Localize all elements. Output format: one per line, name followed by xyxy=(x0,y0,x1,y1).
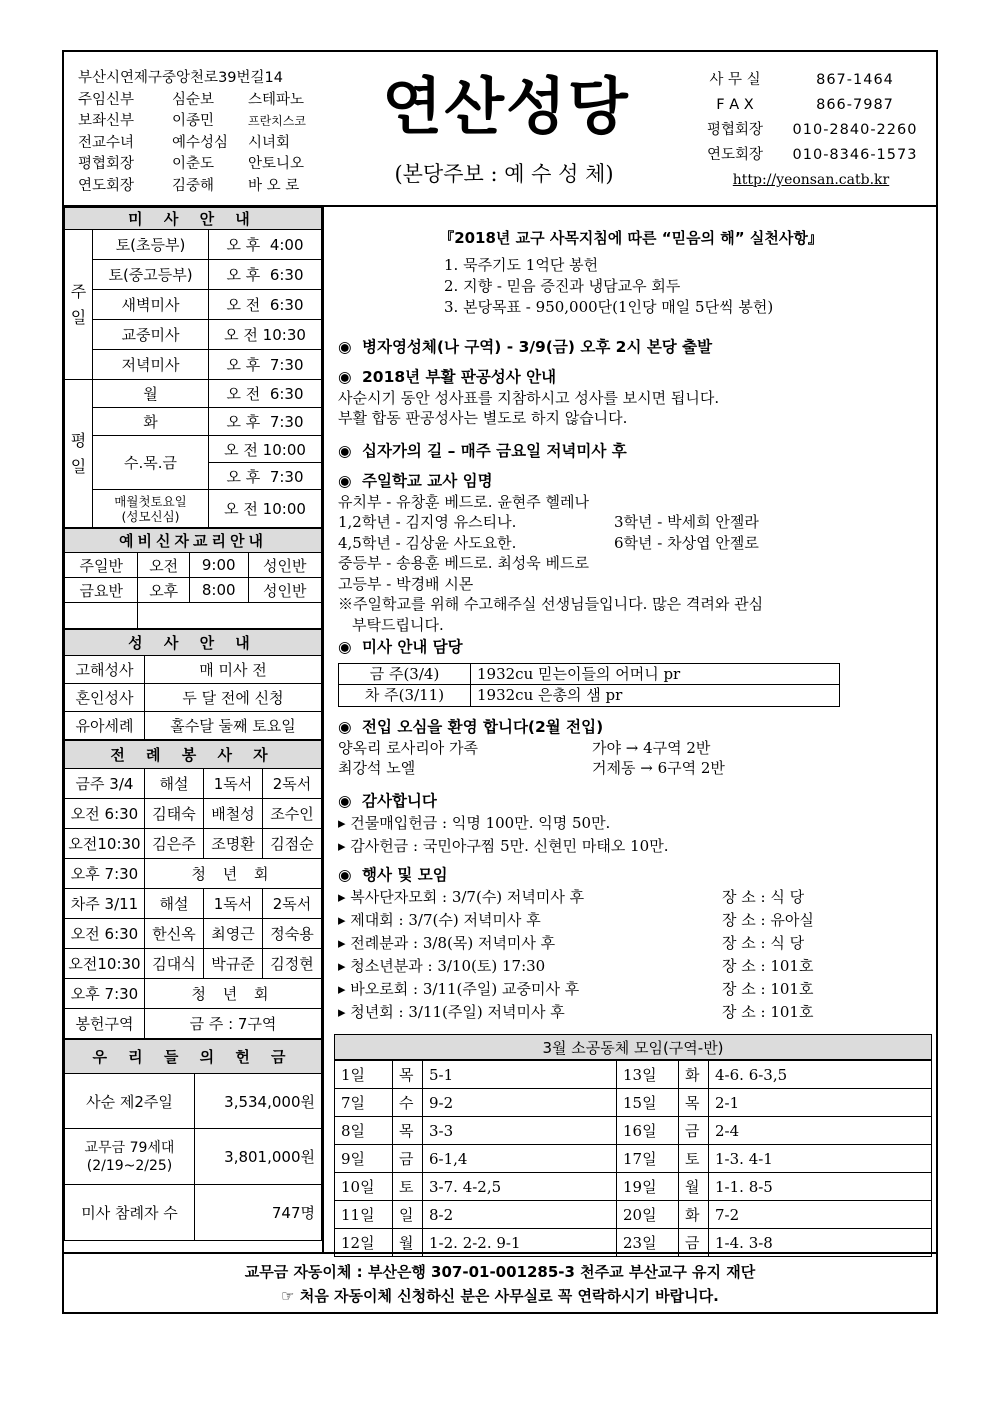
mass-schedule-table xyxy=(64,207,322,528)
table-row xyxy=(335,1145,932,1173)
contact-label: 사 무 실 xyxy=(709,72,761,88)
donations-table xyxy=(64,1039,322,1241)
bullet-icon: ◉ xyxy=(338,472,352,490)
contact-row xyxy=(686,93,926,118)
event-place: 장 소 : 101호 xyxy=(722,979,814,998)
staff-name: 예수성심 xyxy=(172,134,229,151)
role-header: 2독서 xyxy=(263,889,322,919)
group-weekday: 목 xyxy=(679,1089,709,1117)
sunday-label: 주 일 xyxy=(65,230,93,380)
staff-role: 평협회장 xyxy=(78,156,135,172)
notice-heading: 주일학교 교사 임명 xyxy=(362,472,493,490)
staff-extra: 프란치스코 xyxy=(248,114,306,128)
mass-name: 토(중고등부) xyxy=(93,260,209,290)
table-row xyxy=(335,1061,932,1089)
notice-heading: 감사합니다 xyxy=(362,792,437,810)
notice-heading: 미사 안내 담당 xyxy=(362,638,463,656)
staff-extra: 안토니오 xyxy=(248,156,305,172)
contact-label: 평협회장 xyxy=(706,122,764,138)
family-move: 가야 → 4구역 2반 xyxy=(592,738,711,757)
mass-name: 수.목.금 xyxy=(93,436,209,490)
server-name: 최영근 xyxy=(204,919,263,949)
group-weekday: 토 xyxy=(393,1173,423,1201)
family-name: 양옥리 로사리아 가족 xyxy=(338,738,478,757)
teachers-notice xyxy=(338,471,763,635)
group-list: 2-1 xyxy=(709,1089,932,1117)
group-day: 13일 xyxy=(617,1061,679,1089)
contact-value: 010-2840-2260 xyxy=(792,122,918,138)
mass-time: 오 후 7:30 xyxy=(209,350,322,380)
mass-time: 오전10:30 xyxy=(65,829,145,859)
teacher-text: 6학년 - 차상엽 안젤로 xyxy=(614,533,759,552)
bullet-icon: ◉ xyxy=(338,866,352,884)
donation-label: 사순 제2주일 xyxy=(65,1074,195,1129)
bulletin-page xyxy=(62,50,938,1314)
staff-role: 전교수녀 xyxy=(78,134,135,151)
guide-week: 차 주(3/11) xyxy=(339,685,471,707)
event-line xyxy=(338,886,814,909)
staff-name: 이종민 xyxy=(172,113,215,129)
table-row xyxy=(335,1201,932,1229)
notice-line: ※주일학교를 위해 수고해주실 선생님들입니다. 많은 격려와 관심 xyxy=(338,595,764,613)
stations-notice xyxy=(338,441,627,462)
server-name: 김정현 xyxy=(263,949,322,979)
contact-row xyxy=(686,143,926,168)
group-weekday: 목 xyxy=(393,1061,423,1089)
notice-heading: 십자가의 길 – 매주 금요일 저녁미사 후 xyxy=(362,442,627,460)
staff-row xyxy=(78,111,338,133)
mass-name: 화 xyxy=(93,408,209,436)
contact-label: 연도회장 xyxy=(706,147,764,163)
group-day: 10일 xyxy=(335,1173,393,1201)
liturgy-servers-table xyxy=(64,740,322,1039)
event-name: ▸ 청년회 : 3/11(주일) 저녁미사 후 xyxy=(338,1002,565,1021)
easter-confession-notice xyxy=(338,367,719,429)
mass-name: 매월첫토요일 (성모신심) xyxy=(93,490,209,528)
sacrament-heading: 성 사 안 내 xyxy=(65,630,322,656)
mass-time: 오전 6:30 xyxy=(65,799,145,829)
guide-text: 1932cu 은총의 샘 pr xyxy=(471,685,840,707)
teacher-line xyxy=(338,574,763,595)
group-day: 7일 xyxy=(335,1089,393,1117)
mass-time: 오 전 10:00 xyxy=(209,436,322,463)
group-weekday: 금 xyxy=(679,1117,709,1145)
mass-time: 오전10:30 xyxy=(65,949,145,979)
mass-name: 월 xyxy=(93,380,209,408)
guide-week: 금 주(3/4) xyxy=(339,663,471,685)
group-day: 15일 xyxy=(617,1089,679,1117)
mass-time: 오 전 10:30 xyxy=(209,320,322,350)
event-place: 장 소 : 101호 xyxy=(722,1002,814,1021)
staff-extra: 스테파노 xyxy=(248,91,305,108)
class-time: 8:00 xyxy=(189,578,248,603)
family-name: 최강석 노엘 xyxy=(338,759,416,777)
event-place: 장 소 : 식 당 xyxy=(722,933,805,952)
address-text: 부산시연제구중앙천로39번길14 xyxy=(78,70,283,86)
group-day: 1일 xyxy=(335,1061,393,1089)
week-date: 차주 3/11 xyxy=(65,889,145,919)
donation-value: 747명 xyxy=(195,1185,322,1241)
server-name: 김은주 xyxy=(145,829,204,859)
staff-row xyxy=(78,90,338,112)
class-place: 성인반 xyxy=(248,553,321,578)
parish-title: 연산성당 xyxy=(382,70,630,143)
contact-value: 867-1464 xyxy=(816,72,894,88)
sacrament-name: 혼인성사 xyxy=(65,684,145,712)
server-name: 김태숙 xyxy=(145,799,204,829)
donations-heading: 우 리 들 의 헌 금 xyxy=(65,1040,322,1074)
server-name: 김대식 xyxy=(145,949,204,979)
contact-info xyxy=(686,68,926,193)
contact-label: F A X xyxy=(716,97,754,113)
welcome-notice xyxy=(338,717,725,779)
event-name: ▸ 복사단자모회 : 3/7(수) 저녁미사 후 xyxy=(338,887,585,906)
group-list: 1-4. 3-8 xyxy=(709,1229,932,1257)
contact-row xyxy=(686,68,926,93)
bullet-icon: ◉ xyxy=(338,638,352,656)
donation-label: 미사 참례자 수 xyxy=(65,1185,195,1241)
group-list: 5-1 xyxy=(423,1061,617,1089)
staff-name: 심순보 xyxy=(172,91,215,108)
parish-staff-info xyxy=(78,68,338,197)
left-column xyxy=(64,207,324,1252)
contact-value: 866-7987 xyxy=(816,97,894,113)
bullet-icon: ◉ xyxy=(338,368,352,386)
teacher-text: 중등부 - 송용훈 베드로. 최성욱 베드로 xyxy=(338,554,590,572)
event-line xyxy=(338,909,814,932)
group-list: 1-2. 2-2. 9-1 xyxy=(423,1229,617,1257)
teacher-line xyxy=(338,492,763,513)
events-notice xyxy=(338,865,814,1024)
event-place: 장 소 : 101호 xyxy=(722,956,814,975)
group-list: 2-4 xyxy=(709,1117,932,1145)
teacher-text: 1,2학년 - 김지영 유스티나. xyxy=(338,513,517,531)
server-name: 김점순 xyxy=(263,829,322,859)
contact-row xyxy=(686,118,926,143)
group-list: 3-7. 4-2,5 xyxy=(423,1173,617,1201)
sacrament-name: 유아세례 xyxy=(65,712,145,740)
group-weekday: 금 xyxy=(393,1145,423,1173)
week-date: 금주 3/4 xyxy=(65,769,145,799)
staff-name: 이춘도 xyxy=(172,156,215,172)
bullet-icon: ◉ xyxy=(338,338,352,356)
parish-website-link[interactable]: http://yeonsan.catb.kr xyxy=(732,172,890,188)
pastoral-list xyxy=(444,255,773,318)
right-column xyxy=(326,207,936,1252)
notice-heading: 2018년 부활 판공성사 안내 xyxy=(362,368,557,386)
server-group: 청 년 회 xyxy=(145,859,322,889)
sacrament-name: 고해성사 xyxy=(65,656,145,684)
group-day: 17일 xyxy=(617,1145,679,1173)
group-weekday: 목 xyxy=(393,1117,423,1145)
donation-value: 3,801,000원 xyxy=(195,1129,322,1185)
group-weekday: 금 xyxy=(679,1229,709,1257)
mass-guide-table xyxy=(338,663,840,707)
role-header: 1독서 xyxy=(204,769,263,799)
server-name: 한신옥 xyxy=(145,919,204,949)
group-list: 3-3 xyxy=(423,1117,617,1145)
role-header: 2독서 xyxy=(263,769,322,799)
small-groups-section xyxy=(334,1034,932,1257)
staff-extra: 바 오 로 xyxy=(248,177,300,194)
mass-guide-notice xyxy=(338,637,840,707)
mass-time: 오 후 6:30 xyxy=(209,260,322,290)
pastoral-item: 1. 묵주기도 1억단 봉헌 xyxy=(444,256,599,274)
staff-extra: 시녀회 xyxy=(248,134,291,151)
bulletin-footer xyxy=(64,1252,936,1312)
sacrament-info: 홀수달 둘째 토요일 xyxy=(145,712,322,740)
mass-time: 오 후 7:30 xyxy=(209,463,322,490)
notice-line: 부탁드립니다. xyxy=(352,615,444,634)
group-day: 11일 xyxy=(335,1201,393,1229)
mass-time: 오 전 6:30 xyxy=(209,290,322,320)
mass-name: 새벽미사 xyxy=(93,290,209,320)
bullet-icon: ◉ xyxy=(338,792,352,810)
group-day: 20일 xyxy=(617,1201,679,1229)
teacher-text: 유치부 - 유창훈 베드로. 윤현주 헬레나 xyxy=(338,492,590,511)
group-list: 6-1,4 xyxy=(423,1145,617,1173)
server-group: 청 년 회 xyxy=(145,979,322,1009)
server-name: 배철성 xyxy=(204,799,263,829)
bulletin-header xyxy=(64,52,936,207)
offering-value: 금 주 : 7구역 xyxy=(145,1009,322,1039)
guide-text: 1932cu 믿는이들의 어머니 pr xyxy=(471,663,840,685)
pastoral-item: 3. 본당목표 - 950,000단(1인당 매일 5단씩 봉헌) xyxy=(444,298,774,316)
event-line xyxy=(338,978,814,1001)
auto-transfer-note: ☞ 처음 자동이체 신청하신 분은 사무실로 꼭 연락하시기 바랍니다. xyxy=(281,1287,719,1305)
catechism-table xyxy=(64,528,322,629)
donation-label: 교무금 79세대 (2/19~2/25) xyxy=(65,1129,195,1185)
teacher-line xyxy=(338,512,763,533)
teacher-text: 3학년 - 박세희 안젤라 xyxy=(614,513,759,531)
group-weekday: 토 xyxy=(679,1145,709,1173)
mass-name: 토(초등부) xyxy=(93,230,209,260)
teacher-line xyxy=(338,533,763,554)
teacher-line xyxy=(338,553,763,574)
group-weekday: 화 xyxy=(679,1061,709,1089)
server-name: 조수인 xyxy=(263,799,322,829)
donation-value: 3,534,000원 xyxy=(195,1074,322,1129)
event-name: ▸ 청소년분과 : 3/10(토) 17:30 xyxy=(338,956,546,975)
staff-row xyxy=(78,133,338,155)
server-name: 정숙용 xyxy=(263,919,322,949)
auto-transfer-info: 교무금 자동이체 : 부산은행 307-01-001285-3 천주교 부산교구 유지 재단 xyxy=(244,1263,756,1281)
role-header: 해설 xyxy=(145,889,204,919)
table-row xyxy=(335,1173,932,1201)
mass-heading: 미 사 안 내 xyxy=(65,208,322,230)
role-header: 해설 xyxy=(145,769,204,799)
notice-heading: 행사 및 모임 xyxy=(362,866,448,884)
parish-address xyxy=(78,68,338,90)
notice-heading: 병자영성체(나 구역) - 3/9(금) 오후 2시 본당 출발 xyxy=(362,338,713,356)
role-header: 1독서 xyxy=(204,889,263,919)
sick-communion-notice xyxy=(338,337,712,358)
group-day: 9일 xyxy=(335,1145,393,1173)
teacher-text: 4,5학년 - 김상윤 사도요한. xyxy=(338,533,517,552)
group-weekday: 수 xyxy=(393,1089,423,1117)
contact-value: 010-8346-1573 xyxy=(792,147,918,163)
group-list: 7-2 xyxy=(709,1201,932,1229)
group-list: 9-2 xyxy=(423,1089,617,1117)
staff-name: 김중해 xyxy=(172,177,215,194)
group-list: 8-2 xyxy=(423,1201,617,1229)
pastoral-item: 2. 지향 - 믿음 증진과 냉담교우 회두 xyxy=(444,277,681,295)
staff-role: 연도회장 xyxy=(78,177,135,194)
mass-name: 저녁미사 xyxy=(93,350,209,380)
mass-time: 오전 6:30 xyxy=(65,919,145,949)
event-line xyxy=(338,955,814,978)
event-name: ▸ 제대회 : 3/7(수) 저녁미사 후 xyxy=(338,910,541,929)
thanks-line: ▸ 건물매입헌금 : 익명 100만. 익명 50만. xyxy=(338,813,611,832)
pastoral-title: 『2018년 교구 사목지침에 따른 “믿음의 해” 실천사항』 xyxy=(439,229,823,247)
welcome-line xyxy=(338,758,725,779)
empty-cell xyxy=(138,603,322,629)
event-name: ▸ 바오로회 : 3/11(주일) 교중미사 후 xyxy=(338,979,580,998)
group-list: 4-6. 6-3,5 xyxy=(709,1061,932,1089)
thanks-notice xyxy=(338,791,668,858)
class-ampm: 오후 xyxy=(138,578,189,603)
class-time: 9:00 xyxy=(189,553,248,578)
group-weekday: 화 xyxy=(679,1201,709,1229)
teacher-text: 고등부 - 박경배 시몬 xyxy=(338,574,474,593)
sacrament-table xyxy=(64,629,322,740)
staff-role: 주임신부 xyxy=(78,91,135,108)
mass-time: 오후 7:30 xyxy=(65,859,145,889)
mass-time: 오 전 6:30 xyxy=(209,380,322,408)
class-place: 성인반 xyxy=(248,578,321,603)
small-groups-caption: 3월 소공동체 모임(구역-반) xyxy=(334,1034,932,1060)
mass-time: 오 전 10:00 xyxy=(209,490,322,528)
staff-row xyxy=(78,154,338,176)
family-move: 거제동 → 6구역 2반 xyxy=(592,759,725,777)
event-line xyxy=(338,932,814,955)
group-list: 1-1. 8-5 xyxy=(709,1173,932,1201)
servers-heading: 전 례 봉 사 자 xyxy=(65,741,322,769)
table-row xyxy=(335,1117,932,1145)
thanks-line: ▸ 감사헌금 : 국민아구찜 5만. 신현민 마태오 10만. xyxy=(338,836,669,855)
bullet-icon: ◉ xyxy=(338,442,352,460)
group-day: 12일 xyxy=(335,1229,393,1257)
notice-line: 사순시기 동안 성사표를 지참하시고 성사를 보시면 됩니다. xyxy=(338,388,720,407)
bulletin-subtitle: (본당주보 : 예 수 성 체) xyxy=(394,162,614,186)
staff-row xyxy=(78,176,338,198)
sacrament-info: 두 달 전에 신청 xyxy=(145,684,322,712)
welcome-line xyxy=(338,738,725,759)
mass-time: 오 후 4:00 xyxy=(209,230,322,260)
sacrament-info: 매 미사 전 xyxy=(145,656,322,684)
bullet-icon: ◉ xyxy=(338,718,352,736)
server-name: 박규준 xyxy=(204,949,263,979)
staff-role: 보좌신부 xyxy=(78,113,135,129)
mass-time: 오 후 7:30 xyxy=(209,408,322,436)
group-weekday: 일 xyxy=(393,1201,423,1229)
group-weekday: 월 xyxy=(393,1229,423,1257)
notice-heading: 전입 오심을 환영 합니다(2월 전입) xyxy=(362,718,604,736)
offering-label: 봉헌구역 xyxy=(65,1009,145,1039)
class-day: 금요반 xyxy=(65,578,138,603)
class-ampm: 오전 xyxy=(138,553,189,578)
empty-cell xyxy=(65,603,138,629)
catechism-heading: 예비신자교리안내 xyxy=(65,529,322,553)
notice-line: 부활 합동 판공성사는 별도로 하지 않습니다. xyxy=(338,409,628,427)
small-groups-table xyxy=(334,1060,932,1257)
table-row xyxy=(335,1089,932,1117)
event-name: ▸ 전례분과 : 3/8(목) 저녁미사 후 xyxy=(338,933,556,952)
group-weekday: 월 xyxy=(679,1173,709,1201)
mass-name: 교중미사 xyxy=(93,320,209,350)
class-day: 주일반 xyxy=(65,553,138,578)
group-day: 19일 xyxy=(617,1173,679,1201)
server-name: 조명환 xyxy=(204,829,263,859)
event-place: 장 소 : 식 당 xyxy=(722,887,805,906)
group-list: 1-3. 4-1 xyxy=(709,1145,932,1173)
mass-time: 오후 7:30 xyxy=(65,979,145,1009)
group-day: 23일 xyxy=(617,1229,679,1257)
group-day: 8일 xyxy=(335,1117,393,1145)
group-day: 16일 xyxy=(617,1117,679,1145)
event-place: 장 소 : 유아실 xyxy=(722,910,814,929)
weekday-label: 평 일 xyxy=(65,380,93,528)
event-line xyxy=(338,1001,814,1024)
